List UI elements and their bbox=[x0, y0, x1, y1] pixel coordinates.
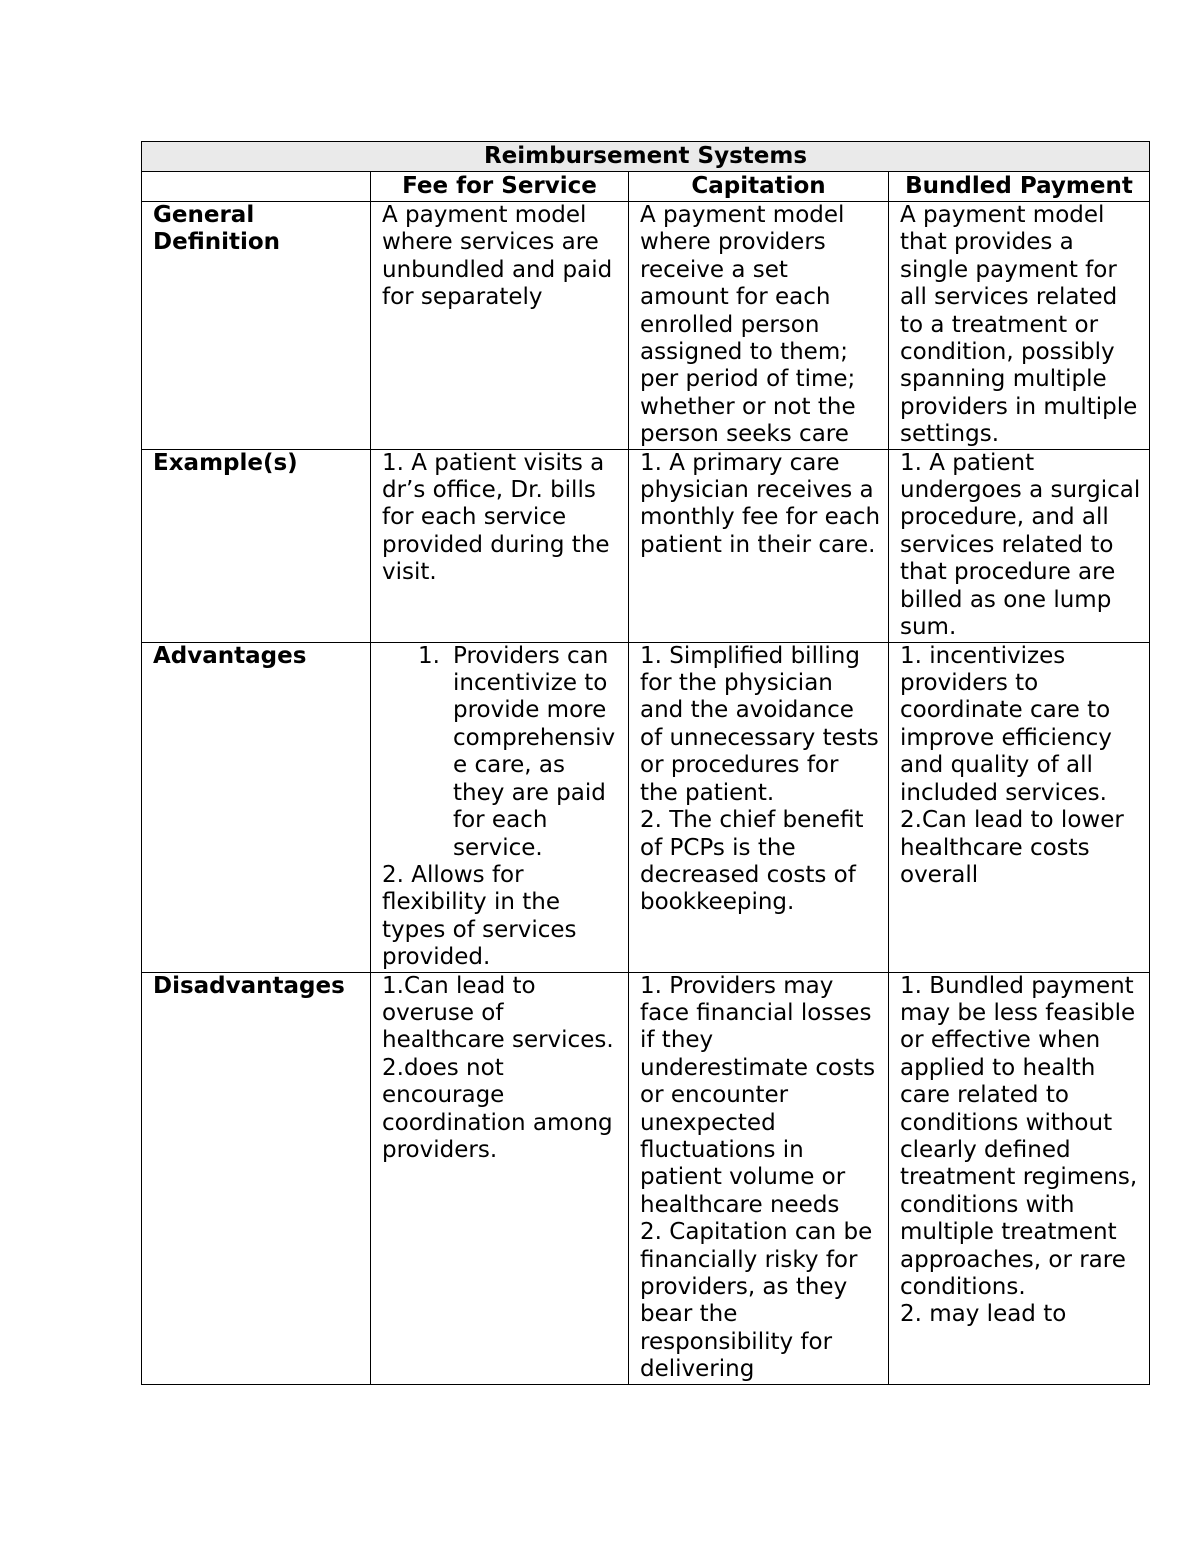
column-header-row bbox=[142, 172, 1150, 202]
advantages-capitation-item-1: 1. Simplified billing for the physician and the avoidance of unnecessary tests or procedures for the patient. bbox=[640, 642, 879, 806]
row-label-examples: Example(s) bbox=[142, 449, 371, 642]
row-label-advantages: Advantages bbox=[142, 642, 371, 972]
column-header-bundled-payment: Bundled Payment bbox=[889, 172, 1150, 202]
column-header-empty bbox=[142, 172, 371, 202]
cell-disadvantages-capitation bbox=[629, 972, 889, 1384]
disadvantages-fee-for-service-item-2: 2.does not encourage coordination among providers. bbox=[382, 1054, 613, 1163]
advantages-fee-for-service-item-2: 2. Allows for flexibility in the types of services provided. bbox=[382, 861, 577, 971]
table-title-row bbox=[142, 142, 1150, 172]
disadvantages-bundled-item-1: 1. Bundled payment may be less feasible or effective when applied to health care related to conditions without clearly defined treatment regimens, conditions with multiple treatment approaches, or rare conditions. bbox=[900, 972, 1138, 1300]
disadvantages-bundled-item-2: 2. may lead to bbox=[900, 1301, 1067, 1328]
table-title: Reimbursement Systems bbox=[142, 142, 1150, 172]
column-header-capitation: Capitation bbox=[629, 172, 889, 202]
cell-disadvantages-bundled bbox=[889, 972, 1150, 1384]
table-row-examples bbox=[142, 449, 1150, 642]
cell-advantages-capitation bbox=[629, 642, 889, 972]
cell-advantages-fee-for-service bbox=[371, 642, 629, 972]
table-row-general-definition bbox=[142, 202, 1150, 450]
advantages-fee-for-service-item-1-number: 1. bbox=[418, 642, 440, 669]
cell-definition-fee-for-service: A payment model where services are unbundled and paid for separately bbox=[371, 202, 629, 450]
disadvantages-capitation-item-1: 1. Providers may face financial losses if they underestimate costs or encounter unexpected fluctuations in patient volume or healthcare needs bbox=[640, 972, 876, 1218]
cell-definition-bundled: A payment model that provides a single payment for all services related to a treatment or condition, possibly spanning multiple providers in multiple settings. bbox=[889, 202, 1150, 450]
column-header-fee-for-service: Fee for Service bbox=[371, 172, 629, 202]
advantages-fee-for-service-item-1-text: Providers can incentivize to provide more comprehensive care, as they are paid for each service. bbox=[453, 642, 616, 861]
advantages-bundled-item-2: 2.Can lead to lower healthcare costs overall bbox=[900, 807, 1124, 888]
table-row-advantages bbox=[142, 642, 1150, 972]
cell-disadvantages-fee-for-service bbox=[371, 972, 629, 1384]
advantages-capitation-item-2: 2. The chief benefit of PCPs is the decreased costs of bookkeeping. bbox=[640, 807, 864, 916]
disadvantages-capitation-item-2: 2. Capitation can be financially risky for providers, as they bear the responsibility for delivering bbox=[640, 1219, 873, 1383]
disadvantages-fee-for-service-item-1: 1.Can lead to overuse of healthcare services. bbox=[382, 972, 614, 1054]
advantages-bundled-item-1: 1. incentivizes providers to coordinate care to improve efficiency and quality of all included services. bbox=[900, 642, 1112, 806]
reimbursement-table bbox=[141, 141, 1150, 1385]
cell-examples-fee-for-service: 1. A patient visits a dr’s office, Dr. bills for each service provided during the visit. bbox=[371, 449, 629, 642]
row-label-disadvantages: Disadvantages bbox=[142, 972, 371, 1384]
cell-examples-bundled: 1. A patient undergoes a surgical procedure, and all services related to that procedure are billed as one lump sum. bbox=[889, 449, 1150, 642]
cell-examples-capitation: 1. A primary care physician receives a monthly fee for each patient in their care. bbox=[629, 449, 889, 642]
table-row-disadvantages bbox=[142, 972, 1150, 1384]
cell-advantages-bundled bbox=[889, 642, 1150, 972]
cell-definition-capitation: A payment model where providers receive a set amount for each enrolled person assigned to them; per period of time; whether or not the person seeks care bbox=[629, 202, 889, 450]
row-label-general-definition: General Definition bbox=[142, 202, 371, 450]
advantages-fee-for-service-item-1 bbox=[382, 643, 622, 862]
